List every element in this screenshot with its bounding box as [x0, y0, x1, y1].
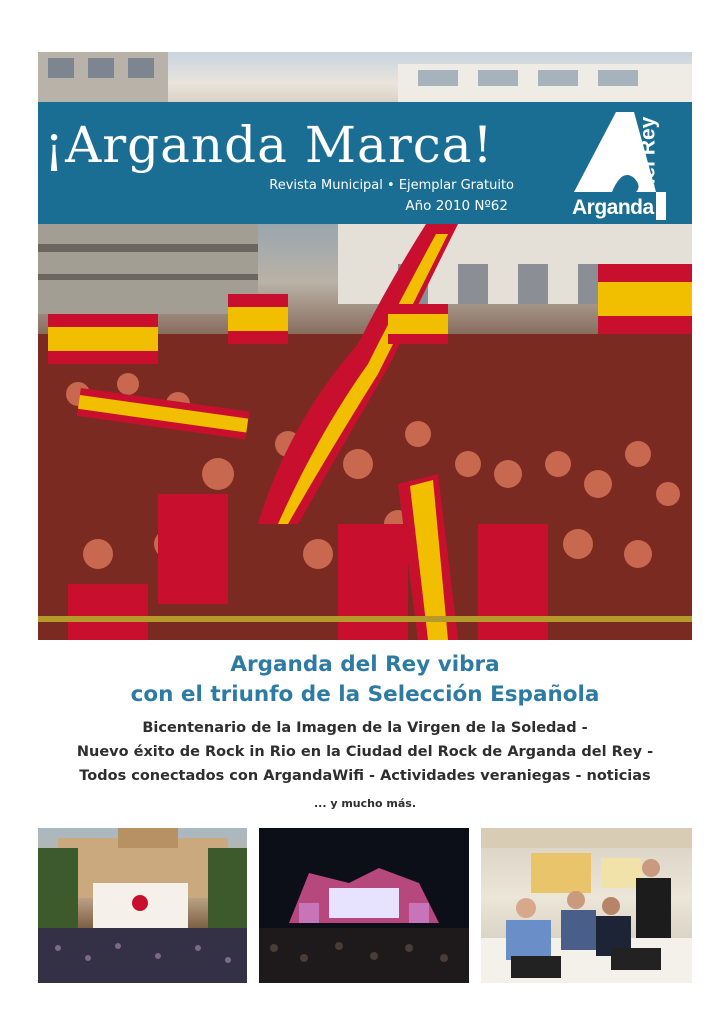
top-photo-strip — [38, 52, 692, 104]
thumbnail-argandawifi — [481, 828, 692, 983]
wifi-presentation-image — [481, 828, 692, 983]
arganda-logo — [572, 108, 680, 220]
church-ceremony-image — [38, 828, 247, 983]
thumbnail-virgen-soledad — [38, 828, 247, 983]
concert-stage-image — [259, 828, 469, 983]
teaser-line: Todos conectados con ArgandaWifi - Actividades veraniegas - noticias — [79, 768, 651, 784]
magazine-title: ¡Arganda Marca! — [44, 116, 494, 174]
cover-teasers — [38, 716, 692, 788]
logo-wordmark: Arganda — [572, 196, 654, 219]
issue-number: Año 2010 Nº62 — [405, 198, 508, 214]
teaser-line: Nuevo éxito de Rock in Rio en la Ciudad del Rock de Arganda del Rey - — [76, 744, 654, 760]
crowd-celebration-image — [38, 224, 692, 640]
thumbnail-rock-in-rio — [259, 828, 469, 983]
headline-line-1: Arganda del Rey vibra — [230, 652, 500, 677]
more-inside-note: ... y mucho más. — [313, 797, 416, 810]
logo-wordmark-vertical: del Rey — [636, 116, 660, 192]
cover-headline — [38, 650, 692, 710]
teaser-line: Bicentenario de la Imagen de la Virgen de la Soledad - — [142, 720, 588, 736]
magazine-subtitle: Revista Municipal • Ejemplar Gratuito — [269, 178, 514, 193]
cover-photo-crowd — [38, 224, 692, 640]
masthead — [38, 102, 692, 224]
headline-line-2: con el triunfo de la Selección Española — [130, 682, 600, 707]
